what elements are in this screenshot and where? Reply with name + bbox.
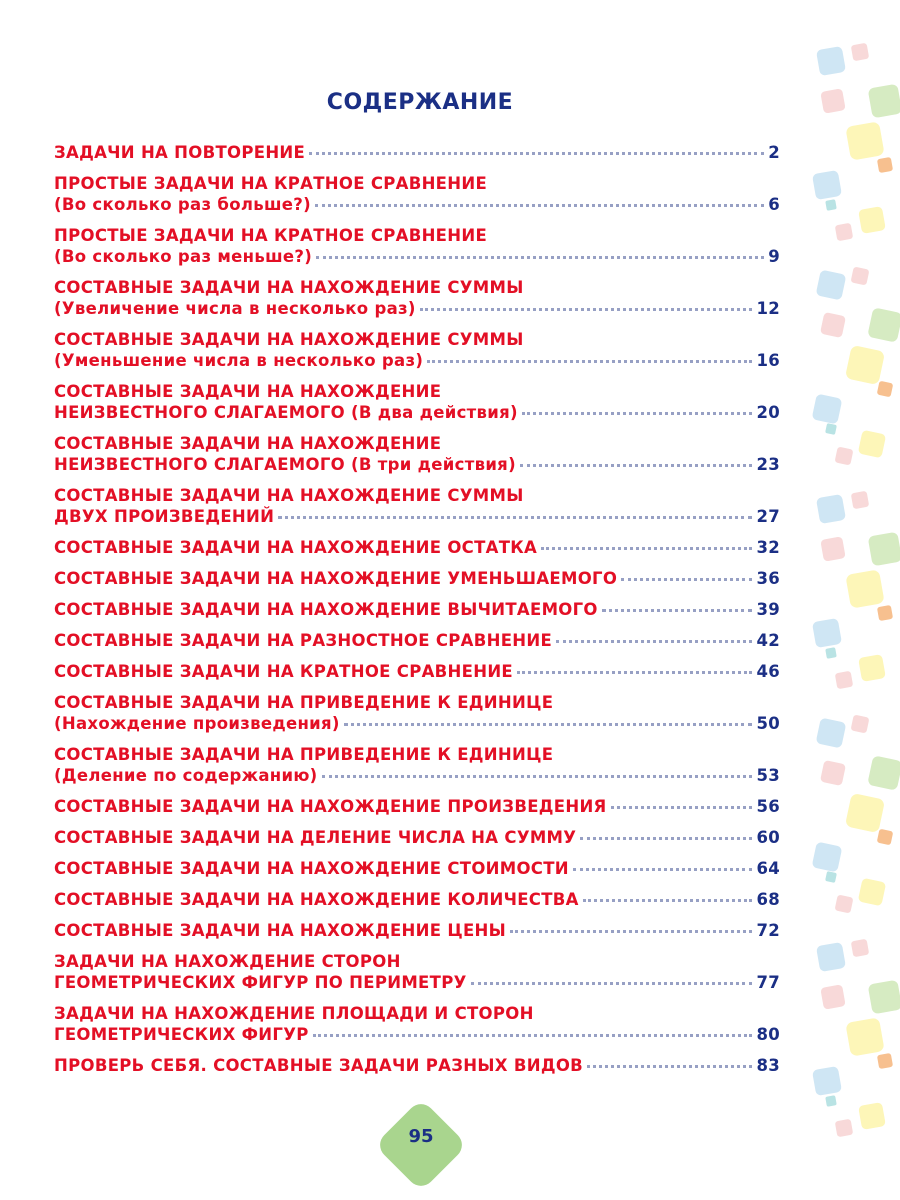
entry-title: СОСТАВНЫЕ ЗАДАЧИ НА НАХОЖДЕНИЕ ВЫЧИТАЕМОГО	[54, 600, 598, 619]
dot-leader	[587, 1065, 752, 1068]
decorative-tile	[816, 46, 846, 76]
entry-page-number: 50	[756, 714, 780, 733]
toc-entry-line	[54, 173, 780, 194]
entry-page-number: 39	[756, 600, 780, 619]
entry-page-number: 64	[756, 859, 780, 878]
toc-entry[interactable]	[54, 433, 780, 475]
entry-title: СОСТАВНЫЕ ЗАДАЧИ НА ПРИВЕДЕНИЕ К ЕДИНИЦЕ	[54, 745, 554, 764]
decorative-tile	[825, 1095, 837, 1107]
decorative-tile	[835, 223, 854, 242]
toc-entry-line	[54, 277, 780, 298]
toc-entry-line	[54, 765, 780, 786]
entry-title: СОСТАВНЫЕ ЗАДАЧИ НА НАХОЖДЕНИЕ КОЛИЧЕСТВА	[54, 890, 579, 909]
toc-entry[interactable]	[54, 225, 780, 267]
dot-leader	[611, 806, 753, 809]
decorative-tile	[816, 270, 847, 301]
entry-page-number: 32	[756, 538, 780, 557]
entry-page-number: 23	[756, 455, 780, 474]
dot-leader	[316, 256, 764, 259]
entry-subtitle: НЕИЗВЕСТНОГО СЛАГАЕМОГО (В два действия)	[54, 403, 518, 422]
toc-entry-line	[54, 1003, 780, 1024]
decorative-tile	[825, 199, 837, 211]
entry-title: СОСТАВНЫЕ ЗАДАЧИ НА ПРИВЕДЕНИЕ К ЕДИНИЦЕ	[54, 693, 554, 712]
entry-title: СОСТАВНЫЕ ЗАДАЧИ НА НАХОЖДЕНИЕ ОСТАТКА	[54, 538, 538, 557]
decorative-tile	[877, 829, 894, 846]
entry-title: ПРОВЕРЬ СЕБЯ. СОСТАВНЫЕ ЗАДАЧИ РАЗНЫХ ВИДОВ	[54, 1056, 584, 1075]
decorative-tile	[820, 760, 846, 786]
toc-entry-line	[54, 630, 780, 651]
entry-subtitle: (Во сколько раз больше?)	[54, 195, 311, 214]
toc-entry-line	[54, 246, 780, 267]
toc-entry-line	[54, 225, 780, 246]
decorative-tile-border	[800, 40, 900, 1160]
entry-title: СОСТАВНЫЕ ЗАДАЧИ НА НАХОЖДЕНИЕ	[54, 382, 442, 401]
toc-entry[interactable]	[54, 661, 780, 682]
decorative-tile	[845, 793, 885, 833]
dot-leader	[420, 308, 753, 311]
dot-leader	[602, 609, 753, 612]
decorative-tile	[868, 84, 900, 119]
entry-page-number: 53	[756, 766, 780, 785]
toc-entry-line	[54, 433, 780, 454]
toc-entry[interactable]	[54, 796, 780, 817]
page-title: СОДЕРЖАНИЕ	[326, 90, 514, 115]
entry-subtitle: (Уменьшение числа в несколько раз)	[54, 351, 424, 370]
entry-page-number: 83	[756, 1056, 780, 1075]
decorative-tile	[851, 43, 870, 62]
decorative-tile	[816, 942, 846, 972]
dot-leader	[344, 723, 753, 726]
entry-page-number: 20	[756, 403, 780, 422]
entry-title: СОСТАВНЫЕ ЗАДАЧИ НА НАХОЖДЕНИЕ УМЕНЬШАЕМОГО	[54, 569, 618, 588]
toc-entry[interactable]	[54, 1055, 780, 1076]
entry-page-number: 6	[768, 195, 780, 214]
toc-entry-line	[54, 744, 780, 765]
toc-entry[interactable]	[54, 599, 780, 620]
toc-entry[interactable]	[54, 951, 780, 993]
entry-title: СОСТАВНЫЕ ЗАДАЧИ НА НАХОЖДЕНИЕ ЦЕНЫ	[54, 921, 507, 940]
decorative-tile	[858, 430, 886, 458]
dot-leader	[556, 640, 752, 643]
dot-leader	[278, 516, 752, 519]
entry-subtitle: ДВУХ ПРОИЗВЕДЕНИЙ	[54, 507, 275, 526]
entry-page-number: 77	[756, 973, 780, 992]
decorative-tile	[851, 939, 870, 958]
toc-entry[interactable]	[54, 381, 780, 423]
entry-page-number: 56	[756, 797, 780, 816]
toc-entry-line	[54, 661, 780, 682]
entry-title: ЗАДАЧИ НА ПОВТОРЕНИЕ	[54, 143, 306, 162]
toc-entry-line	[54, 692, 780, 713]
toc-entry[interactable]	[54, 858, 780, 879]
toc-entry[interactable]	[54, 485, 780, 527]
toc-entry[interactable]	[54, 692, 780, 734]
decorative-tile	[858, 878, 886, 906]
decorative-tile	[812, 1066, 842, 1096]
toc-entry-line	[54, 951, 780, 972]
entry-page-number: 2	[768, 143, 780, 162]
decorative-tile	[845, 345, 885, 385]
toc-entry-line	[54, 381, 780, 402]
entry-title: ЗАДАЧИ НА НАХОЖДЕНИЕ СТОРОН	[54, 952, 401, 971]
decorative-tile	[877, 1053, 893, 1069]
dot-leader	[315, 204, 764, 207]
decorative-tile	[877, 157, 893, 173]
toc-entry[interactable]	[54, 277, 780, 319]
dot-leader	[580, 837, 752, 840]
decorative-tile	[816, 718, 847, 749]
decorative-tile	[812, 618, 842, 648]
toc-entry-line	[54, 1024, 780, 1045]
toc-entry-line	[54, 350, 780, 371]
toc-entry[interactable]	[54, 630, 780, 651]
entry-title: ПРОСТЫЕ ЗАДАЧИ НА КРАТНОЕ СРАВНЕНИЕ	[54, 226, 488, 245]
entry-page-number: 42	[756, 631, 780, 650]
decorative-tile	[858, 654, 886, 682]
entry-page-number: 60	[756, 828, 780, 847]
decorative-tile	[816, 494, 846, 524]
dot-leader	[427, 360, 752, 363]
toc-entry[interactable]	[54, 142, 780, 163]
entry-title: СОСТАВНЫЕ ЗАДАЧИ НА НАХОЖДЕНИЕ СУММЫ	[54, 486, 524, 505]
entry-page-number: 80	[756, 1025, 780, 1044]
entry-title: СОСТАВНЫЕ ЗАДАЧИ НА ДЕЛЕНИЕ ЧИСЛА НА СУММУ	[54, 828, 577, 847]
decorative-tile	[835, 671, 854, 690]
entry-title: СОСТАВНЫЕ ЗАДАЧИ НА НАХОЖДЕНИЕ СТОИМОСТИ	[54, 859, 569, 878]
entry-title: СОСТАВНЫЕ ЗАДАЧИ НА НАХОЖДЕНИЕ	[54, 434, 442, 453]
entry-page-number: 72	[756, 921, 780, 940]
toc-entry[interactable]	[54, 173, 780, 215]
toc-entry-line	[54, 920, 780, 941]
decorative-tile	[835, 447, 854, 466]
entry-title: СОСТАВНЫЕ ЗАДАЧИ НА НАХОЖДЕНИЕ СУММЫ	[54, 278, 524, 297]
entry-title: СОСТАВНЫЕ ЗАДАЧИ НА КРАТНОЕ СРАВНЕНИЕ	[54, 662, 514, 681]
decorative-tile	[851, 491, 870, 510]
toc-entry-line	[54, 298, 780, 319]
decorative-tile	[835, 895, 854, 914]
toc-entry-line	[54, 329, 780, 350]
decorative-tile	[820, 536, 845, 561]
dot-leader	[510, 930, 752, 933]
dot-leader	[471, 982, 753, 985]
decorative-tile	[845, 1017, 884, 1056]
decorative-tile	[812, 842, 843, 873]
entry-page-number: 46	[756, 662, 780, 681]
decorative-tile	[820, 984, 845, 1009]
toc-entry-line	[54, 972, 780, 993]
decorative-tile	[867, 307, 900, 343]
table-of-contents	[54, 142, 780, 1086]
entry-page-number: 27	[756, 507, 780, 526]
toc-entry-line	[54, 142, 780, 163]
entry-page-number: 68	[756, 890, 780, 909]
toc-entry-line	[54, 1055, 780, 1076]
toc-entry-line	[54, 402, 780, 423]
decorative-tile	[812, 394, 843, 425]
toc-entry-line	[54, 796, 780, 817]
entry-page-number: 16	[756, 351, 780, 370]
dot-leader	[621, 578, 752, 581]
entry-title: СОСТАВНЫЕ ЗАДАЧИ НА РАЗНОСТНОЕ СРАВНЕНИЕ	[54, 631, 553, 650]
decorative-tile	[835, 1119, 854, 1138]
decorative-tile	[858, 1102, 886, 1130]
decorative-tile	[825, 871, 837, 883]
toc-entry[interactable]	[54, 827, 780, 848]
decorative-tile	[851, 715, 870, 734]
entry-subtitle: ГЕОМЕТРИЧЕСКИХ ФИГУР	[54, 1025, 309, 1044]
entry-subtitle: (Нахождение произведения)	[54, 714, 340, 733]
entry-title: ПРОСТЫЕ ЗАДАЧИ НА КРАТНОЕ СРАВНЕНИЕ	[54, 174, 488, 193]
decorative-tile	[845, 121, 884, 160]
toc-entry[interactable]	[54, 889, 780, 910]
entry-page-number: 12	[756, 299, 780, 318]
decorative-tile	[820, 312, 846, 338]
decorative-tile	[877, 381, 894, 398]
toc-entry-line	[54, 485, 780, 506]
dot-leader	[522, 412, 753, 415]
dot-leader	[583, 899, 753, 902]
decorative-tile	[868, 980, 900, 1015]
decorative-tile	[812, 170, 842, 200]
decorative-tile	[877, 605, 893, 621]
toc-entry-line	[54, 506, 780, 527]
toc-entry-line	[54, 537, 780, 558]
toc-entry[interactable]	[54, 1003, 780, 1045]
toc-entry-line	[54, 194, 780, 215]
dot-leader	[517, 671, 752, 674]
decorative-tile	[867, 755, 900, 791]
toc-entry-line	[54, 889, 780, 910]
dot-leader	[573, 868, 753, 871]
toc-entry-line	[54, 827, 780, 848]
entry-subtitle: (Во сколько раз меньше?)	[54, 247, 313, 266]
toc-entry-line	[54, 454, 780, 475]
entry-title: СОСТАВНЫЕ ЗАДАЧИ НА НАХОЖДЕНИЕ ПРОИЗВЕДЕНИЯ	[54, 797, 607, 816]
entry-title: СОСТАВНЫЕ ЗАДАЧИ НА НАХОЖДЕНИЕ СУММЫ	[54, 330, 524, 349]
entry-subtitle: (Увеличение числа в несколько раз)	[54, 299, 416, 318]
entry-page-number: 36	[756, 569, 780, 588]
decorative-tile	[851, 267, 870, 286]
toc-entry[interactable]	[54, 744, 780, 786]
entry-subtitle: ГЕОМЕТРИЧЕСКИХ ФИГУР ПО ПЕРИМЕТРУ	[54, 973, 467, 992]
decorative-tile	[820, 88, 845, 113]
decorative-tile	[858, 206, 886, 234]
toc-entry[interactable]	[54, 537, 780, 558]
page-number: 95	[408, 1126, 434, 1147]
entry-title: ЗАДАЧИ НА НАХОЖДЕНИЕ ПЛОЩАДИ И СТОРОН	[54, 1004, 534, 1023]
dot-leader	[309, 152, 764, 155]
toc-entry-line	[54, 713, 780, 734]
dot-leader	[520, 464, 753, 467]
toc-entry-line	[54, 599, 780, 620]
toc-entry-line	[54, 568, 780, 589]
decorative-tile	[825, 647, 837, 659]
entry-subtitle: (Деление по содержанию)	[54, 766, 318, 785]
dot-leader	[313, 1034, 753, 1037]
entry-subtitle: НЕИЗВЕСТНОГО СЛАГАЕМОГО (В три действия)	[54, 455, 516, 474]
toc-entry-line	[54, 858, 780, 879]
dot-leader	[322, 775, 753, 778]
toc-entry[interactable]	[54, 568, 780, 589]
decorative-tile	[825, 423, 837, 435]
dot-leader	[541, 547, 752, 550]
toc-entry[interactable]	[54, 920, 780, 941]
entry-page-number: 9	[768, 247, 780, 266]
toc-entry[interactable]	[54, 329, 780, 371]
decorative-tile	[868, 532, 900, 567]
decorative-tile	[845, 569, 884, 608]
